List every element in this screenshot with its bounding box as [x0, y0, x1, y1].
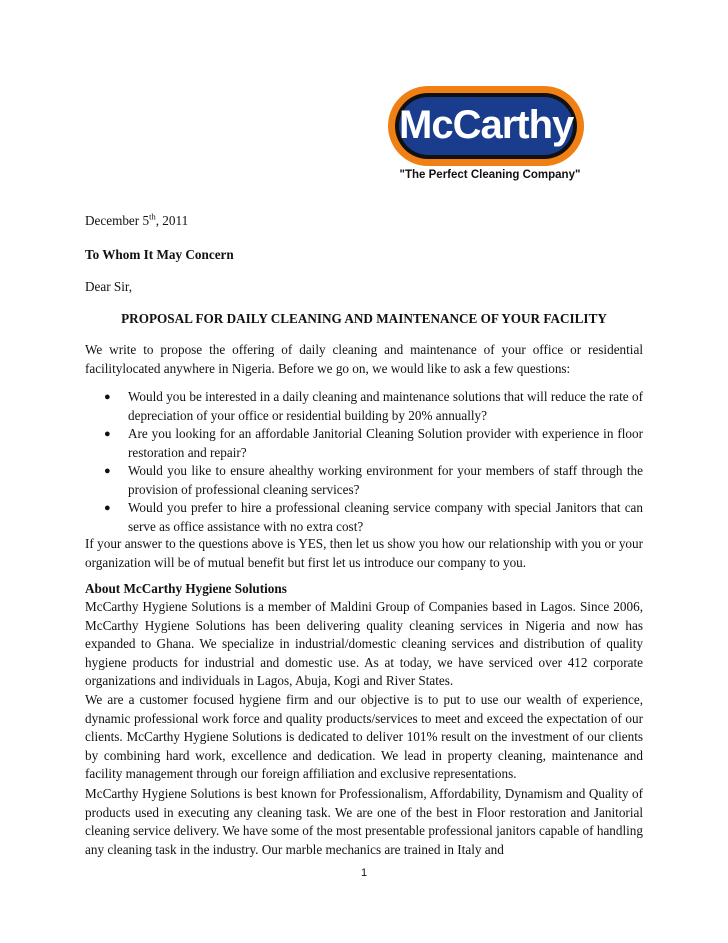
bullet-icon: ● [104, 391, 111, 403]
logo-brand-name: McCarthy [399, 103, 574, 147]
intro-paragraph: We write to propose the offering of daily cleaning and maintenance of your office or residential facilitylocated anywhere in Nigeria. Before we go on, we would like to ask a few questions: [85, 342, 643, 376]
list-item: ● Would you be interested in a daily cleaning and maintenance solutions that will reduce the rate of depreciation of your office or residential building by 20% annually? [104, 389, 643, 423]
transition-paragraph: If your answer to the questions above is YES, then let us show you how our relationship with you or your organization will be of mutual benefit but first let us introduce our company to you. [85, 536, 643, 570]
letter-date: December 5th, 2011 [85, 211, 189, 228]
logo-badge [388, 86, 584, 166]
salutation: Dear Sir, [85, 279, 133, 294]
bullet-icon: ● [104, 465, 111, 477]
list-item: ● Would you like to ensure ahealthy working environment for your members of staff through the provision of professional cleaning services? [104, 463, 643, 497]
bullet-icon: ● [104, 502, 111, 514]
company-logo [388, 86, 592, 191]
about-paragraph-1: McCarthy Hygiene Solutions is a member of Maldini Group of Companies based in Lagos. Since 2006, McCarthy Hygiene Solutions has been delivering quality cleaning services in Nigeria and now has expanded to Ghana. We specialize in industrial/domestic cleaning services and distribution of quality hygiene products for industrial and domestic use. As at today, we have serviced over 412 corporate organizations and individuals in Lagos, Abuja, Kogi and River States. [85, 599, 643, 688]
about-paragraph-3: McCarthy Hygiene Solutions is best known for Professionalism, Affordability, Dynamism and Quality of products used in executing any cleaning task. We are one of the best in Floor restoration and Janitorial cleaning service delivery. We have some of the most presentable professional janitors capable of handling any cleaning task in the industry. Our marble mechanics are trained in Italy and [85, 786, 643, 857]
logo-tagline: "The Perfect Cleaning Company" [399, 169, 581, 181]
subject-heading: PROPOSAL FOR DAILY CLEANING AND MAINTENANCE OF YOUR FACILITY [121, 311, 607, 326]
about-paragraph-2: We are a customer focused hygiene firm and our objective is to put to use our wealth of experience, dynamic professional work force and quality products/services to meet and exceed the expectation of our clients. McCarthy Hygiene Solutions is dedicated to deliver 101% result on the investment of our clients by combining hard work, excellence and dedication. We lead in property cleaning, maintenance and facility management through our foreign affiliation and exclusive representations. [85, 692, 643, 781]
about-heading: About McCarthy Hygiene Solutions [85, 581, 287, 596]
recipient-line: To Whom It May Concern [85, 247, 234, 262]
question-list [85, 388, 643, 536]
page-number: 1 [360, 867, 368, 879]
list-item: ● Are you looking for an affordable Janitorial Cleaning Solution provider with experience in floor restoration and repair? [104, 426, 643, 460]
bullet-icon: ● [104, 428, 111, 440]
list-item: ● Would you prefer to hire a professional cleaning service company with special Janitors that can serve as office assistance with no extra cost? [104, 500, 643, 534]
